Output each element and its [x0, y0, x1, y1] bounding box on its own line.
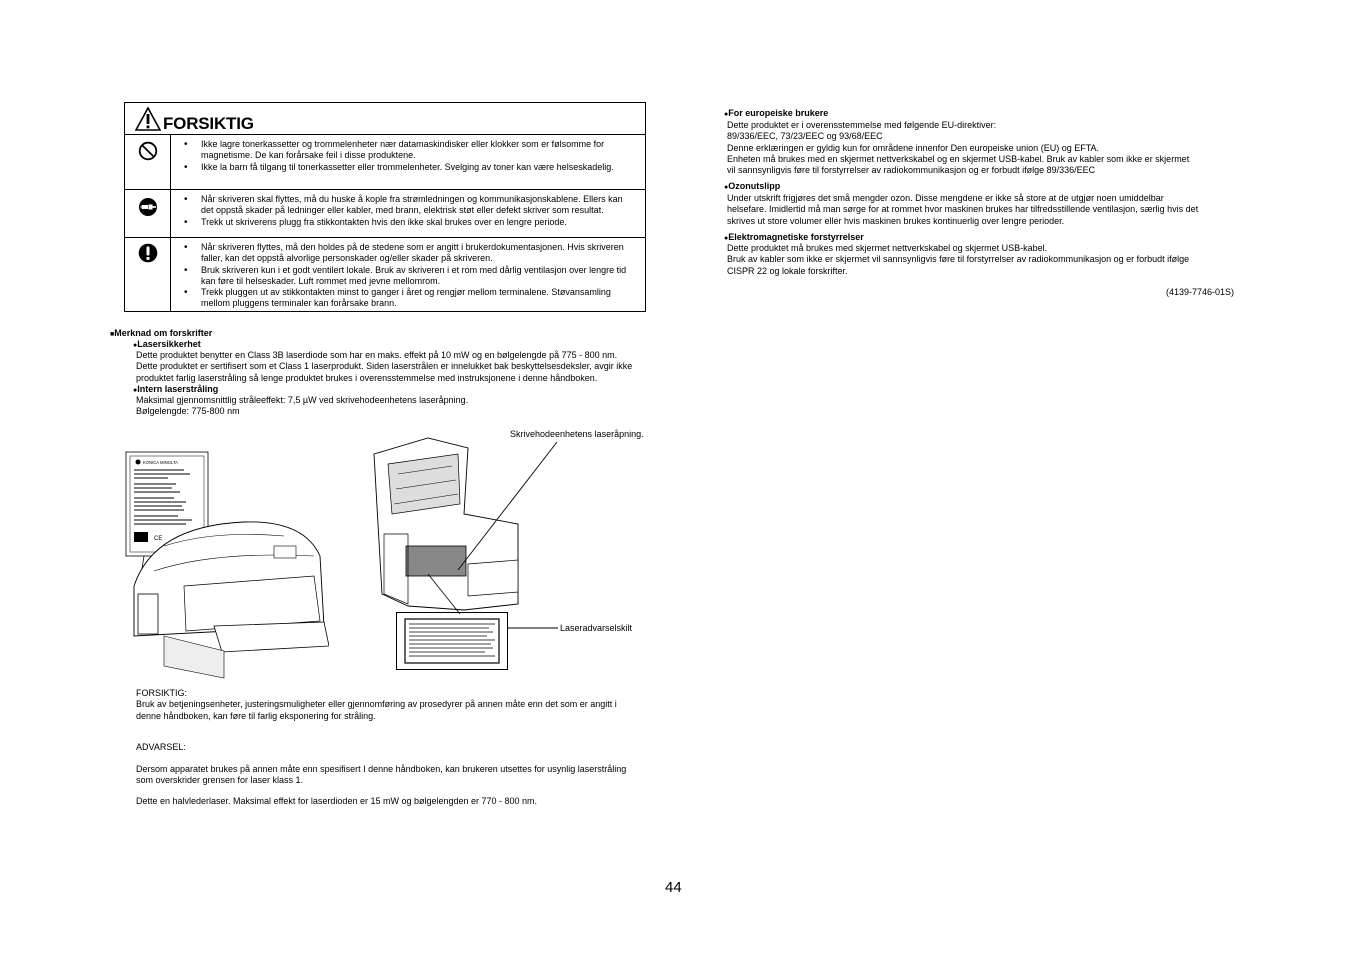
paragraph-line: skrives ut store volumer eller hvis maskinen brukes kontinuerlig over lengre perioder. [727, 215, 1065, 226]
eu-text [727, 120, 1247, 176]
svg-text:CE: CE [154, 536, 163, 542]
caution-row-1 [125, 135, 645, 190]
paragraph-line: Dette produktet er sertifisert som et Class 1 laserprodukt. Siden laserstrålen er innelukket bak beskyttelsesdeksler, avgir ikke [136, 361, 633, 372]
caution-title: FORSIKTIG [163, 114, 254, 133]
list-item: • Når skriveren flyttes, må den holdes på de stedene som er angitt i brukerdokumentasjonen. Hvis skriveren faller, kan det oppstå alvorlige personskader og/eller skader på skriveren. [187, 242, 637, 265]
printer-rear-illustration [124, 446, 329, 684]
paragraph-line: som overskrider grensen for laser klass 1. [136, 775, 304, 786]
ozone-heading [724, 181, 780, 193]
paragraph-line: Maksimal gjennomsnittlig stråleeffekt: 7,5 µW ved skrivehodeenhetens laseråpning. [136, 395, 469, 405]
callout-lines [440, 440, 560, 640]
exclamation-icon [138, 243, 158, 263]
paragraph-line: denne håndboken, kan føre til farlig eksponering for stråling. [136, 710, 376, 721]
caution-list-3 [187, 242, 637, 310]
laser-safety-heading-text: Lasersikkerhet [137, 339, 201, 349]
caution-row-2 [125, 190, 645, 238]
paragraph-line: Denne erklæringen er gyldig kun for områdene innenfor Den europeiske union (EU) og EFTA. [727, 142, 1100, 153]
paragraph-line: helsefare. Imidlertid må man sørge for at rommet hvor maskinen brukes har tilfredsstillende ventilasjon, særlig hvis det [727, 204, 1199, 215]
paragraph-line: Dette produktet må brukes med skjermet nettverkskabel og skjermet USB-kabel. [727, 243, 1048, 253]
paragraph-line: Bruk av kabler som ikke er skjermet vil sannsynligvis føre til forstyrrelser av radiokommunikasjon og er forbudt ifølge [727, 254, 1190, 265]
paragraph-line: Bruk av betjeningsenheter, justeringsmuligheter eller gjennomføring av prosedyrer på annen måte enn det som er angitt i [136, 699, 617, 710]
caution-list-2 [187, 194, 637, 228]
eu-heading [724, 108, 828, 120]
list-item: • Når skriveren skal flyttes, må du huske å kople fra strømledningen og kommunikasjonskablene. Ellers kan det oppstå skader på ledninger eller kabler, med brann, elektrisk støt eller defekt skriver som resultat. [187, 194, 637, 217]
paragraph-line: CISPR 22 og lokale forskrifter. [727, 265, 848, 276]
paragraph-line: 89/336/EEC, 73/23/EEC og 93/68/EEC [727, 131, 883, 142]
ozone-text [727, 193, 1247, 227]
page-number: 44 [665, 879, 682, 896]
emc-text [727, 243, 1247, 277]
list-item: • Ikke lagre tonerkassetter og trommelenheter nær datamaskindisker eller klokker som er følsomme for magnetisme. De kan forårsake feil i disse produktene. [187, 139, 637, 162]
paragraph-line: Under utskrift frigjøres det små mengder ozon. Disse mengdene er ikke så store at de utgjør noen umiddelbar [727, 193, 1164, 203]
emc-heading-text: Elektromagnetiske forstyrrelser [728, 232, 864, 242]
warning-triangle-icon [135, 107, 161, 131]
paragraph-line: Bølgelengde: 775-800 nm [136, 406, 240, 417]
prohibition-icon [138, 141, 158, 161]
paragraph-line: Dersom apparatet brukes på annen måte enn spesifisert I denne håndboken, kan brukeren utsettes for usynlig laserstråling [136, 764, 627, 774]
caution-box [124, 102, 646, 312]
eu-heading-text: For europeiske brukere [728, 108, 829, 118]
caution-row-3 [125, 238, 645, 312]
list-item: • Ikke la barn få tilgang til tonerkassetter eller trommelenheter. Svelging av toner kan være helseskadelig. [187, 162, 637, 173]
paragraph-line: Dette produktet benytter en Class 3B laserdiode som har en maks. effekt på 10 mW og en bølgelengde på 775 - 800 nm. [136, 350, 618, 360]
list-item: • Bruk skriveren kun i et godt ventilert lokale. Bruk av skriveren i et rom med dårlig ventilasjon over lengre tid kan føre til helseskader. Luft rommet med jevne mellomrom. [187, 265, 637, 288]
paragraph-line: produktet farlig laserstråling så lenge produktet brukes i overensstemmelse med instruksjonene i denne håndboken. [136, 372, 598, 383]
list-item: • Trekk ut skriverens plugg fra stikkontakten hvis den ikke skal brukes over en lengre periode. [187, 217, 637, 228]
callout-aperture: Skrivehodeenhetens laseråpning. [510, 429, 644, 439]
caution-header [125, 103, 645, 135]
diode-notice: Dette en halvlederlaser. Maksimal effekt for laserdioden er 15 mW og bølgelengden er 770 - 800 nm. [136, 796, 538, 806]
list-item: • Trekk pluggen ut av stikkontakten minst to ganger i året og rengjør mellom terminalene. Støvansamling mellom pluggens terminaler kan forårsake brann. [187, 287, 637, 310]
regulations-heading-text: Merknad om forskrifter [114, 328, 213, 338]
paragraph-line: Enheten må brukes med en skjermet nettverkskabel og en skjermet USB-kabel. Bruk av kabler som ikke er skjermet [727, 153, 1190, 164]
unplug-icon [138, 197, 158, 217]
part-number: (4139-7746-01S) [1166, 287, 1235, 297]
warning-notice-label: ADVARSEL: [136, 742, 186, 752]
internal-laser-text [136, 395, 676, 418]
paragraph-line: Dette produktet er i overensstemmelse med følgende EU-direktiver: [727, 120, 997, 130]
ozone-heading-text: Ozonutslipp [728, 181, 781, 191]
caution-notice-label: FORSIKTIG: [136, 688, 188, 698]
paragraph-line: vil sannsynligvis føre til forstyrrelser av radiokommunikasjon og er forbudt ifølge 89/336/EEC [727, 165, 1096, 176]
caution-list-1 [187, 139, 637, 173]
warning-notice [136, 764, 676, 787]
caution-notice [136, 688, 676, 722]
laser-safety-text [136, 350, 676, 384]
internal-laser-heading-text: Intern laserstråling [137, 384, 219, 394]
callout-label: Laseradvarselskilt [560, 623, 633, 633]
label-brand: KONICA MINOLTA [143, 460, 178, 465]
